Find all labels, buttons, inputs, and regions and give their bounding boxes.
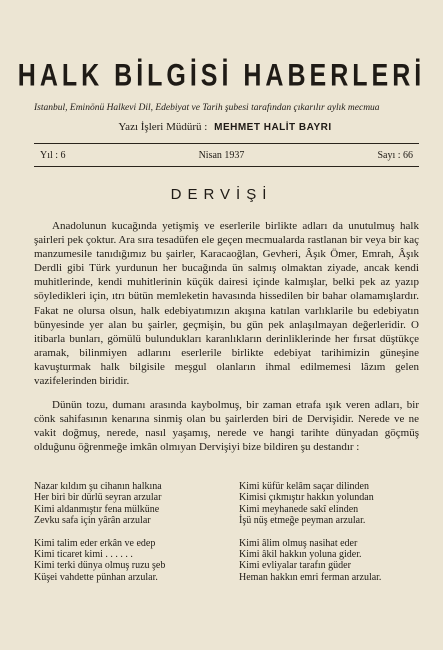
paragraph: Dünün tozu, dumanı arasında kaybolmuş, bir zaman etrafa ışık veren adları, bir cönk sahifasının kenarına sinmiş olan bu şairlerden biri de Dervişidir. Nerede ve ne vakit doğmuş, nerede, nasıl yaşamış, nerede ve hangi tarihte dünyadan göçmüş olduğunu öğrenmeğe imkân olmıyan Dervişiyi bize bildiren şu destandır : xyxy=(34,399,419,454)
masthead: HALK BİLGİSİ HABERLERİ xyxy=(17,58,426,93)
poem-line: Kimi âkil hakkın yoluna gider. xyxy=(239,549,362,561)
poem-line: İşü nüş etmeğe peyman arzular. xyxy=(239,515,366,527)
stanza xyxy=(34,538,214,584)
stanza xyxy=(239,481,419,527)
article-body xyxy=(34,219,419,465)
editor-line xyxy=(60,121,390,133)
issue-number: Sayı : 66 xyxy=(377,150,413,161)
bottom-rule xyxy=(34,166,419,167)
poem-left-column xyxy=(34,481,214,594)
poem-line: Kimi küfür kelâm saçar dilinden xyxy=(239,481,369,492)
poem-line: Kimi talim eder erkân ve edep xyxy=(34,537,156,549)
poem-line: Kimi evliyalar tarafın güder xyxy=(239,560,351,572)
poem-line: Kimisi çıkmıştır hakkın yolundan xyxy=(239,492,374,504)
paragraph: Anadolunun kucağında yetişmiş ve eserlerile birlikte adları da unutulmuş halk şairleri pek çoktur. Ara sıra tesadüfen ele geçen mecmualarda rastlanan bir veya bir kaç manzumesile tanıdığımız bu şairler, Karacaoğlan, Gevheri, Âşık Ömer, Emrah, Âşık Derdli gibi Türk yurdunun her bucağında ün salmış olmaktan ziyade, ancak kendi muhitlerinde, kendi muhitlerinin küçük dairesi içinde kalmışlar, belki pek az yazıp söyledikleri için, ıtrı bütün memleketin havasında hissedilen bir bahar olamamışlardır. Fakat ne olursa olsun, halk edebiyatımızın akışına katılan varlıklarile bu edebiyatın bünyesinde yer alan bu şairler, geçmişin, bu gün pek anlaşılmayan değerleridir. O itibarla bunları, gömülü bulundukları karanlıkların derinliklerinde her fırsat düştükçe aramak, bilinmiyen adlarını eserlerile birlikte edebiyat tarihimizin güneşine kavuşturmak halk bilgisile meşgul olanların ihmal edilmemesi lâzım gelen vazifelerinden biridir. xyxy=(34,220,419,388)
poem-line: Küşei vahdette pünhan arzular. xyxy=(34,571,158,583)
poem xyxy=(34,481,419,594)
editor-name: MEHMET HALİT BAYRI xyxy=(214,122,332,133)
masthead-subtitle: İstanbul, Eminönü Halkevi Dil, Edebiyat ve Tarih şubesi tarafından çıkarılır aylık mecmua xyxy=(34,103,380,113)
poem-line: Her biri bir dürlü seyran arzular xyxy=(34,492,162,504)
poem-line: Kimi terki dünya olmuş ruzu şeb xyxy=(34,560,166,572)
poem-line: Heman hakkın emri ferman arzular. xyxy=(239,571,382,583)
issue-info xyxy=(34,150,419,161)
issue-date: Nisan 1937 xyxy=(198,150,245,161)
editor-label: Yazı İşleri Müdürü : xyxy=(118,121,208,133)
poem-line: Zevku safa için yârân arzular xyxy=(34,515,151,527)
stanza xyxy=(34,481,214,527)
stanza xyxy=(239,538,419,584)
issue-year: Yıl : 6 xyxy=(40,150,66,161)
poem-line: Kimi meyhanede sakî elinden xyxy=(239,503,359,515)
article-title: DERVİŞİ xyxy=(170,186,273,203)
poem-line: Kimi âlim olmuş nasihat eder xyxy=(239,537,358,549)
top-rule xyxy=(34,143,419,144)
poem-right-column xyxy=(221,481,419,594)
poem-line: Kimi ticaret kimi . . . . . . xyxy=(34,549,133,561)
poem-line: Nazar kıldım şu cihanın halkına xyxy=(34,481,162,492)
poem-line: Kimi aldanmıştır fena mülküne xyxy=(34,503,160,515)
